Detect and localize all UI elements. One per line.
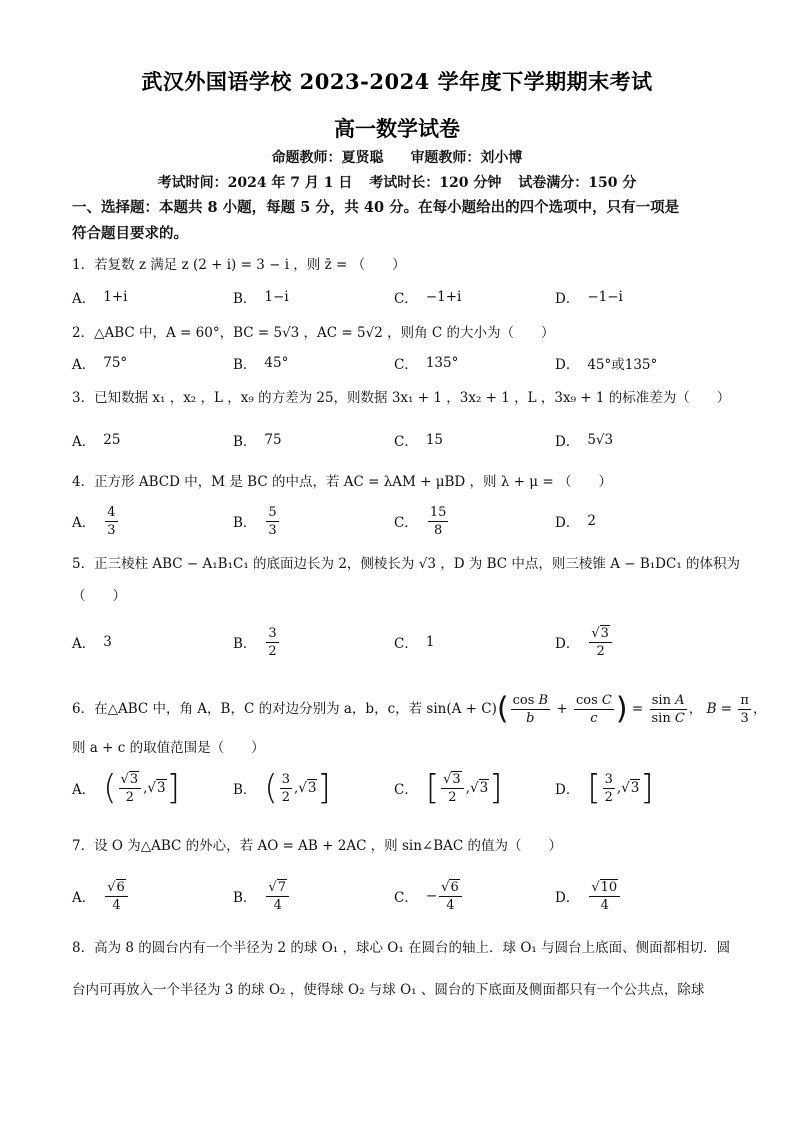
- q7-option-b[interactable]: B． $\frac{√7}{4}$: [233, 872, 291, 920]
- question-1-options: [72, 273, 724, 321]
- exam-title: 武汉外国语学校 2023-2024 学年度下学期期末考试: [141, 69, 653, 94]
- q4-option-b[interactable]: B． $\frac{5}{3}$: [233, 504, 277, 538]
- section-heading-line1: 一、选择题：本题共 8 小题，每题 5 分，共 40 分。在每小题给出的四个选项中，只有一项是: [72, 199, 680, 216]
- q1-option-c[interactable]: C． −1+i: [394, 289, 462, 307]
- q4-option-c[interactable]: C． $\frac{15}{8}$: [394, 504, 447, 538]
- question-7-options: [72, 872, 724, 920]
- q4-option-d[interactable]: D． 2: [555, 513, 596, 531]
- question-6-stem-line2: 则 a + c 的取值范围是（ ）: [72, 740, 265, 756]
- q5-option-c[interactable]: C． 1: [394, 634, 435, 652]
- question-4-options: [72, 497, 724, 545]
- q4-c-fraction: $\frac{15}{8}$: [429, 504, 447, 538]
- q1-option-d[interactable]: D． −1−i: [555, 289, 623, 307]
- q2-option-b[interactable]: B． 45°: [233, 355, 289, 373]
- question-8-stem-line2: 台内可再放入一个半径为 3 的球 O₂ ，使得球 O₂ 与球 O₁ 、圆台的下底面及侧面都只有一个公共点，除球: [72, 982, 705, 998]
- q7-option-c[interactable]: C． − $\frac{√6}{4}$: [394, 872, 464, 920]
- q3-option-a[interactable]: A． 25: [72, 432, 121, 450]
- reviewer-text: 审题教师：刘小博: [410, 150, 523, 166]
- setter-text: 命题教师：夏贤聪: [271, 150, 384, 166]
- question-2-options: [72, 339, 724, 387]
- q5-option-a[interactable]: A． 3: [72, 634, 112, 652]
- q2-option-a[interactable]: A． 75°: [72, 355, 128, 373]
- question-5-stem-line2: （ ）: [72, 588, 126, 604]
- q6-option-b[interactable]: B． ( $\frac{3}{2}$ ,√ 3 ]: [233, 768, 331, 808]
- q7-option-a[interactable]: A． $\frac{√6}{4}$: [72, 872, 130, 920]
- q5-b-fraction: $\frac{3}{2}$: [268, 625, 277, 659]
- exam-full-score: 试卷满分：150 分: [518, 175, 637, 191]
- author-line: [0, 147, 794, 167]
- q6-option-d[interactable]: D． [ $\frac{3}{2}$ ,√ 3 ]: [555, 768, 654, 808]
- q1-option-b[interactable]: B． 1−i: [233, 289, 289, 307]
- question-6-options: [72, 764, 724, 812]
- question-3-options: [72, 416, 724, 464]
- exam-duration: 考试时长：120 分钟: [369, 175, 502, 191]
- exam-subtitle: 高一数学试卷: [334, 116, 460, 141]
- exam-info-line: [0, 172, 794, 192]
- q2-option-d[interactable]: D． 45°或135°: [555, 357, 658, 373]
- q3-option-c[interactable]: C． 15: [394, 432, 444, 450]
- question-2-stem: 2．△ABC 中，A = 60°，BC = 5√3 ，AC = 5√2 ，则角 C 的大小为（ ）: [72, 325, 555, 341]
- q7-option-d[interactable]: D． $\frac{√10}{4}$: [555, 872, 622, 920]
- section-heading: [72, 195, 724, 247]
- question-4-stem: 4．正方形 ABCD 中，M 是 BC 的中点，若 AC = λAM + μBD ，则 λ + μ = （ ）: [72, 474, 612, 490]
- q4-a-fraction: $\frac{4}{3}$: [107, 504, 116, 538]
- section-heading-line2: 符合题目要求的。: [72, 225, 188, 242]
- q3-option-d[interactable]: D． 5√3: [555, 432, 614, 450]
- question-6-stem: 6．在△ABC 中，角 A，B，C 的对边分别为 a，b，c，若 sin(A + C)( $\frac{\text{cos B}}{b}$ + $\frac{\text{cos C}}{c}$ ) = $\frac{\text{sin A}}{\text{sin C}}$ ， B = $\frac{\pi}{3}$ ，: [72, 691, 767, 727]
- q5-option-d[interactable]: D． $\frac{√3}{2}$: [555, 618, 614, 666]
- exam-time: 考试时间：2024 年 7 月 1 日: [157, 175, 353, 191]
- q2-option-c[interactable]: C． 135°: [394, 355, 459, 373]
- question-5-options: [72, 618, 724, 666]
- question-7-stem: 7．设 O 为△ABC 的外心，若 AO = AB + 2AC ，则 sin∠BAC 的值为（ ）: [72, 838, 563, 854]
- q1-option-a[interactable]: A． 1+i: [72, 289, 128, 307]
- question-8-stem-line1: 8．高为 8 的圆台内有一个半径为 2 的球 O₁ ，球心 O₁ 在圆台的轴上．球 O₁ 与圆台上底面、侧面都相切．圆: [72, 940, 731, 956]
- q4-b-fraction: $\frac{5}{3}$: [268, 504, 277, 538]
- q5-option-b[interactable]: B． $\frac{3}{2}$: [233, 625, 277, 659]
- q3-option-b[interactable]: B． 75: [233, 432, 282, 450]
- question-3-stem: 3．已知数据 x₁ ，x₂ ，L ，x₉ 的方差为 25，则数据 3x₁ + 1 ，3x₂ + 1 ，L ，3x₉ + 1 的标准差为（ ）: [72, 390, 731, 406]
- question-1-stem: 1．若复数 z 满足 z (2 + i) = 3 − i ，则 z̄ = （ ）: [72, 257, 406, 273]
- question-5-stem-line1: 5．正三棱柱 ABC − A₁B₁C₁ 的底面边长为 2，侧棱长为 √3 ，D 为 BC 中点，则三棱锥 A − B₁DC₁ 的体积为: [72, 556, 741, 572]
- q4-option-a[interactable]: A． $\frac{4}{3}$: [72, 504, 116, 538]
- q5-d-fraction: $\frac{√3}{2}$: [589, 625, 612, 660]
- q6-option-a[interactable]: A． ( $\frac{√3}{2}$ ,√ 3 ]: [72, 768, 180, 808]
- q6-option-c[interactable]: C． [ $\frac{√3}{2}$ ,√ 3 ]: [394, 768, 503, 808]
